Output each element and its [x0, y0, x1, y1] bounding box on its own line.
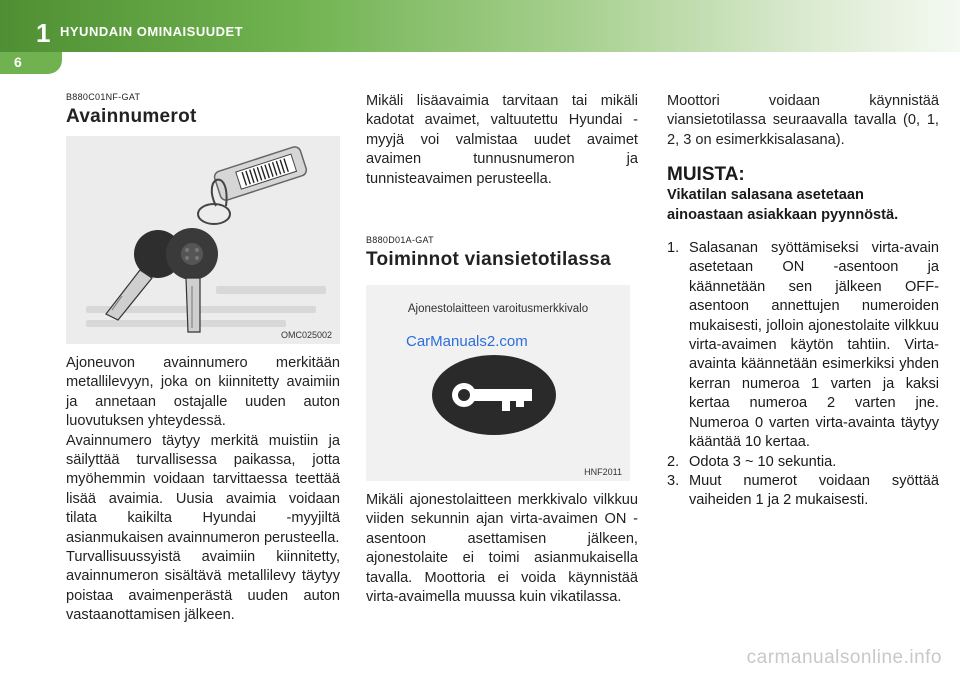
- paragraph: Avainnumero täytyy merkitä muistiin ja säilyttää turvallisessa paikassa, jotta myöhemmin voidaan tarvittaessa teettää lisää avaimia. Uusia avaimia voidaan tilata kaikilta Hyundai -myyjiltä asianmukaisen avainnumeron perusteella.: [66, 432, 340, 546]
- page-number: 6: [14, 54, 22, 70]
- steps-list: [667, 239, 939, 511]
- column-limp-home: [366, 92, 638, 607]
- figure-caption: Ajonestolaitteen varoitusmerkkivalo: [407, 303, 589, 316]
- paragraph: Turvallisuussyistä avaimiin kiinnitetty, avainnumeron sisältävä metallilevy täytyy poistaa avaimenperästä uuden auton vastaanottamisen jälkeen.: [66, 549, 340, 624]
- section-heading: Avainnumerot: [66, 106, 197, 127]
- column-password-procedure: [667, 92, 939, 511]
- note-text: Vikatilan salasana asetetaan ainoastaan asiakkaan pyynnöstä.: [667, 187, 899, 223]
- list-item: 1. Salasanan syöttämiseksi virta-avain asetetaan ON -asentoon ja käännetään sen jälkeen OFF-asentoon annettujen numeroiden mukaisesti, jolloin ajonestolaite vilkkuu virta-avaimen käytön tahtiin. Virta-avainta käännetään esimerkiksi yhden kerran numeroa 1 varten ja kaksi kertaa numeroa 2 varten jne. Numeroa 0 varten virta-avainta täytyy kääntää 10 kertaa.: [667, 240, 939, 451]
- chapter-title: HYUNDAIN OMINAISUUDET: [60, 24, 244, 39]
- section-code: B880C01NF-GAT: [66, 92, 141, 102]
- paragraph: Moottori voidaan käynnistää viansietotilassa seuraavalla tavalla (0, 1, 2, 3 on esimerkkisalasana).: [667, 93, 939, 148]
- section-heading: Toiminnot viansietotilassa: [366, 249, 611, 271]
- page-number-tab: [0, 52, 62, 74]
- list-item: 3. Muut numerot voidaan syöttää vaiheiden 1 ja 2 mukaisesti.: [667, 472, 939, 509]
- footer-watermark: carmanualsonline.info: [746, 647, 942, 668]
- note-title: MUISTA:: [667, 164, 745, 186]
- keys-figure: [66, 136, 340, 344]
- figure-code: HNF2011: [584, 467, 622, 478]
- paragraph: Ajoneuvon avainnumero merkitään metallilevyyn, joka on kiinnitetty avaimiin ja annetaan ostajalle uuden auton luovutuksen yhteydessä.: [66, 355, 340, 430]
- watermark-text: CarManuals2.com: [406, 333, 528, 351]
- figure-code: OMC025002: [280, 330, 332, 340]
- car-keys-illustration: [66, 136, 340, 344]
- column-key-numbers: [66, 92, 340, 626]
- section-code: B880D01A-GAT: [366, 235, 434, 246]
- immobilizer-warning-light-icon: [366, 285, 630, 481]
- list-item: 2. Odota 3 ~ 10 sekuntia.: [667, 453, 837, 470]
- paragraph: Mikäli lisäavaimia tarvitaan tai mikäli kadotat avaimet, valtuutettu Hyundai -myyjä voi valmistaa uudet avaimet avaimen tunnusnumeron ja tunnisteavaimen perusteella.: [366, 93, 638, 187]
- paragraph: Mikäli ajonestolaitteen merkkivalo vilkkuu viiden sekunnin ajan virta-avaimen ON -asentoon asettamisen jälkeen, ajonestolaite ei toimi asianmukaisella tavalla. Moottoria ei voida käynnistää virta-avaimella muussa kuin vikatilassa.: [366, 492, 638, 606]
- immobilizer-figure: [366, 285, 630, 481]
- chapter-number: 1: [36, 18, 51, 48]
